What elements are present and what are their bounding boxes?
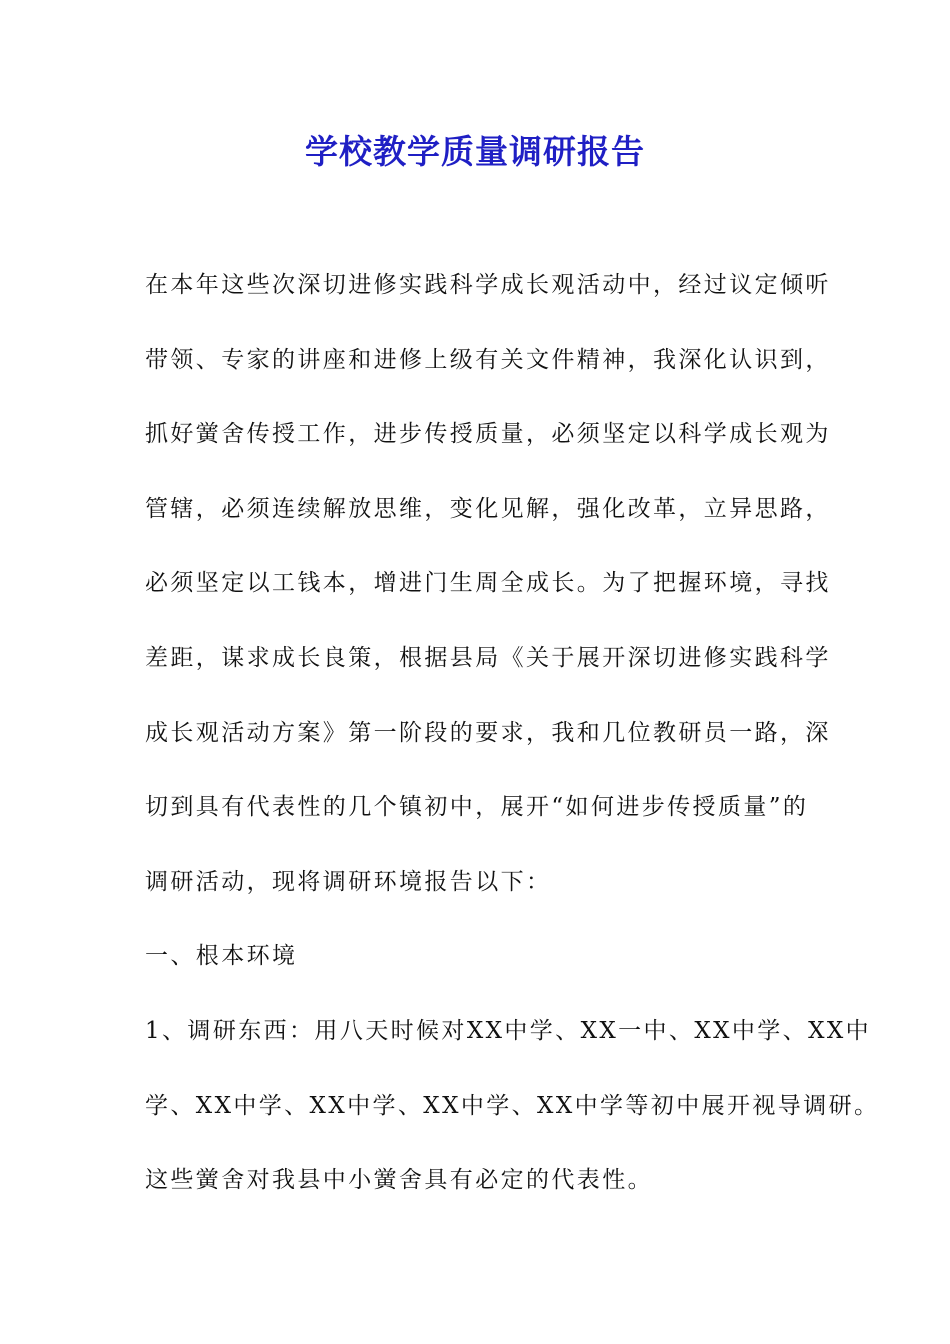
paragraph-line: 调研活动，现将调研环境报告以下： [145,868,552,895]
document-body [145,264,880,1234]
paragraph-line: 在本年这些次深切进修实践科学成长观活动中，经过议定倾听 [145,272,831,298]
paragraph-line: 1、调研东西：用八天时候对XX中学、XX一中、XX中学、XX中 [145,1017,872,1044]
paragraph-line: 管辖，必须连续解放思维，变化见解，强化改革，立异思路， [145,495,831,522]
paragraph-line: 必须坚定以工钱本，增进门生周全成长。为了把握环境，寻找 [145,570,831,597]
paragraph-line: 差距，谋求成长良策，根据县局《关于展开深切进修实践科学 [145,644,831,671]
paragraph-line: 成长观活动方案》第一阶段的要求，我和几位教研员一路，深 [145,719,831,746]
paragraph-line: 学、XX中学、XX中学、XX中学、XX中学等初中展开视导调研。 [145,1092,880,1119]
paragraph-line: 带领、专家的讲座和进修上级有关文件精神，我深化认识到， [145,346,831,373]
section-heading: 一、根本环境 [145,943,298,970]
paragraph-line: 抓好黉舍传授工作，进步传授质量，必须坚定以科学成长观为 [145,421,831,448]
paragraph-line: 这些黉舍对我县中小黉舍具有必定的代表性。 [145,1167,653,1194]
paragraph-line: 切到具有代表性的几个镇初中，展开“如何进步传授质量”的 [145,794,809,821]
document-title: 学校教学质量调研报告 [305,132,645,171]
